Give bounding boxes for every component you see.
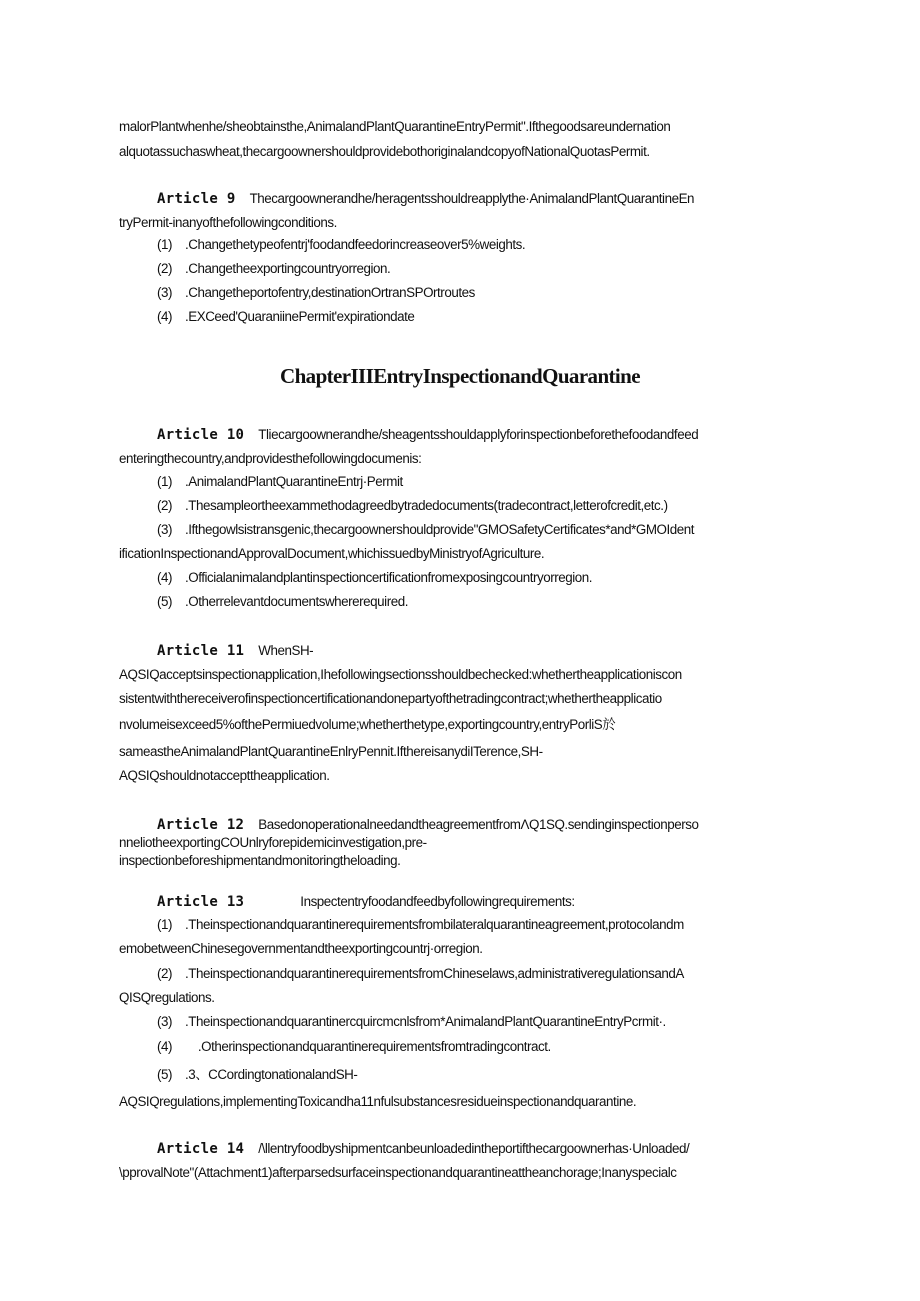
article-14-label: Article 14 [157, 1141, 245, 1157]
article-9-line-2: tryPermit-inanyofthefollowingconditions. [119, 215, 337, 230]
article-10-item-1: (1) .AnimalandPlantQuarantineEntrj·Permit [157, 474, 403, 489]
article-10-item-2: (2) .Thesampleortheexammethodagreedbytradedocuments(tradecontract,letterofcredit,etc.) [157, 498, 668, 513]
article-12-label: Article 12 [157, 817, 245, 833]
article-13-item-2: (2) .TheinspectionandquarantinerequirementsfromChineselaws,administrativeregulationsandA [157, 966, 684, 981]
article-13-text: Inspectentryfoodandfeedbyfollowingrequirements: [300, 894, 575, 909]
article-10-item-3: (3) .Ifthegowlsistransgenic,thecargoownershouldprovide"GMOSafetyCertificates*and*GMOIdent [157, 522, 695, 537]
article-10-line-1 [157, 426, 698, 444]
article-11-line-5: sameastheAnimalandPlantQuarantineEnlryPennit.IfthereisanydiITerence,SH- [119, 744, 543, 759]
article-11-line-2: AQSIQacceptsinspectionapplication,Ihefollowingsectionsshouldbechecked:whethertheapplicationiscon [119, 667, 682, 682]
article-10-text: Tliecargoownerandhe/sheagentsshouldapplyforinspectionbeforethefoodandfeed [258, 427, 699, 442]
article-13-item-3: (3) .Theinspectionandquarantinercquircmcnlsfrom*AnimalandPlantQuarantineEntryPcrmit·. [157, 1014, 666, 1029]
article-14-line-2: \pprovalNote"(Attachment1)afterparsedsurfaceinspectionandquarantineattheanchorage;Inanyspecialc [119, 1165, 677, 1180]
article-13-item-5-cont: AQSIQregulations,implementingToxicandha11nfulsubstancesresidueinspectionandquarantine. [119, 1094, 637, 1109]
article-11-text: WhenSH- [258, 643, 314, 658]
article-13-line-1 [157, 893, 575, 911]
article-9-label: Article 9 [157, 191, 236, 207]
intro-line-1: malorPlantwhenhe/sheobtainsthe,AnimalandPlantQuarantineEntryPermit".Ifthegoodsareundernation [119, 119, 671, 134]
article-12-line-3: inspectionbeforeshipmentandmonitoringtheloading. [119, 853, 401, 868]
article-9-item-2: (2) .Changetheexportingcountryorregion. [157, 261, 391, 276]
article-10-item-5: (5) .Otherrelevantdocumentswhererequired. [157, 594, 408, 609]
article-12-line-1 [157, 816, 699, 834]
article-12-text: BasedonoperationalneedandtheagreementfromΛQ1SQ.sendinginspectionperso [258, 817, 699, 832]
article-10-label: Article 10 [157, 427, 245, 443]
article-11-line-3: sistentwiththereceiverofinspectioncertificationandonepartyofthetradingcontract;whethertheapplicatio [119, 691, 662, 706]
article-10-item-4: (4) .Officialanimalandplantinspectioncertificationfromexposingcountryorregion. [157, 570, 593, 585]
article-11-line-6: AQSIQshouldnotaccepttheapplication. [119, 768, 330, 783]
article-14-text: /\llentryfoodbyshipmentcanbeunloadedintheportifthecargoownerhas·Unloaded/ [258, 1141, 690, 1156]
article-9-item-3: (3) .Changetheportofentry,destinationOrtranSPOrtroutes [157, 285, 475, 300]
article-9-item-4: (4) .EXCeed'QuaraniinePermit'expirationdate [157, 309, 415, 324]
article-9-item-1: (1) .Changethetypeofentrj'foodandfeedorincreaseover5%weights. [157, 237, 526, 252]
article-9-text: Thecargoownerandhe/heragentsshouldreapplythe·AnimalandPlantQuarantineEn [249, 191, 695, 206]
article-10-line-2: enteringthecountry,andprovidesthefollowingdocumenis: [119, 451, 422, 466]
article-9-line-1 [157, 190, 694, 208]
article-13-item-1: (1) .Theinspectionandquarantinerequirementsfrombilateralquarantineagreement,protocolandm [157, 917, 684, 932]
article-14-line-1 [157, 1140, 689, 1158]
article-10-item-3-cont: ificationInspectionandApprovalDocument,whichissuedbyMinistryofAgriculture. [119, 546, 545, 561]
chapter-heading: ChapterIIIEntryInspectionandQuarantine [280, 364, 640, 388]
article-13-item-1-cont: emobetweenChinesegovernmentandtheexportingcountrj·orregion. [119, 941, 483, 956]
article-13-item-2-cont: QISQregulations. [119, 990, 215, 1005]
article-13-item-4: (4) .Otherinspectionandquarantinerequirementsfromtradingcontract. [157, 1039, 551, 1054]
article-11-line-1 [157, 642, 313, 660]
article-13-label: Article 13 [157, 894, 245, 910]
article-12-line-2: nneliotheexportingCOUnlryforepidemicinvestigation,pre- [119, 835, 427, 850]
article-11-line-4: nvolumeisexceed5%ofthePermiuedvolume;whetherthetype,exportingcountry,entryPorliS於 [119, 717, 616, 732]
article-13-item-5: (5) .3、CCordingtonationalandSH- [157, 1067, 358, 1082]
article-11-label: Article 11 [157, 643, 245, 659]
intro-line-2: alquotassuchaswheat,thecargoownershouldprovidebothoriginalandcopyofNationalQuotasPermit. [119, 144, 650, 159]
